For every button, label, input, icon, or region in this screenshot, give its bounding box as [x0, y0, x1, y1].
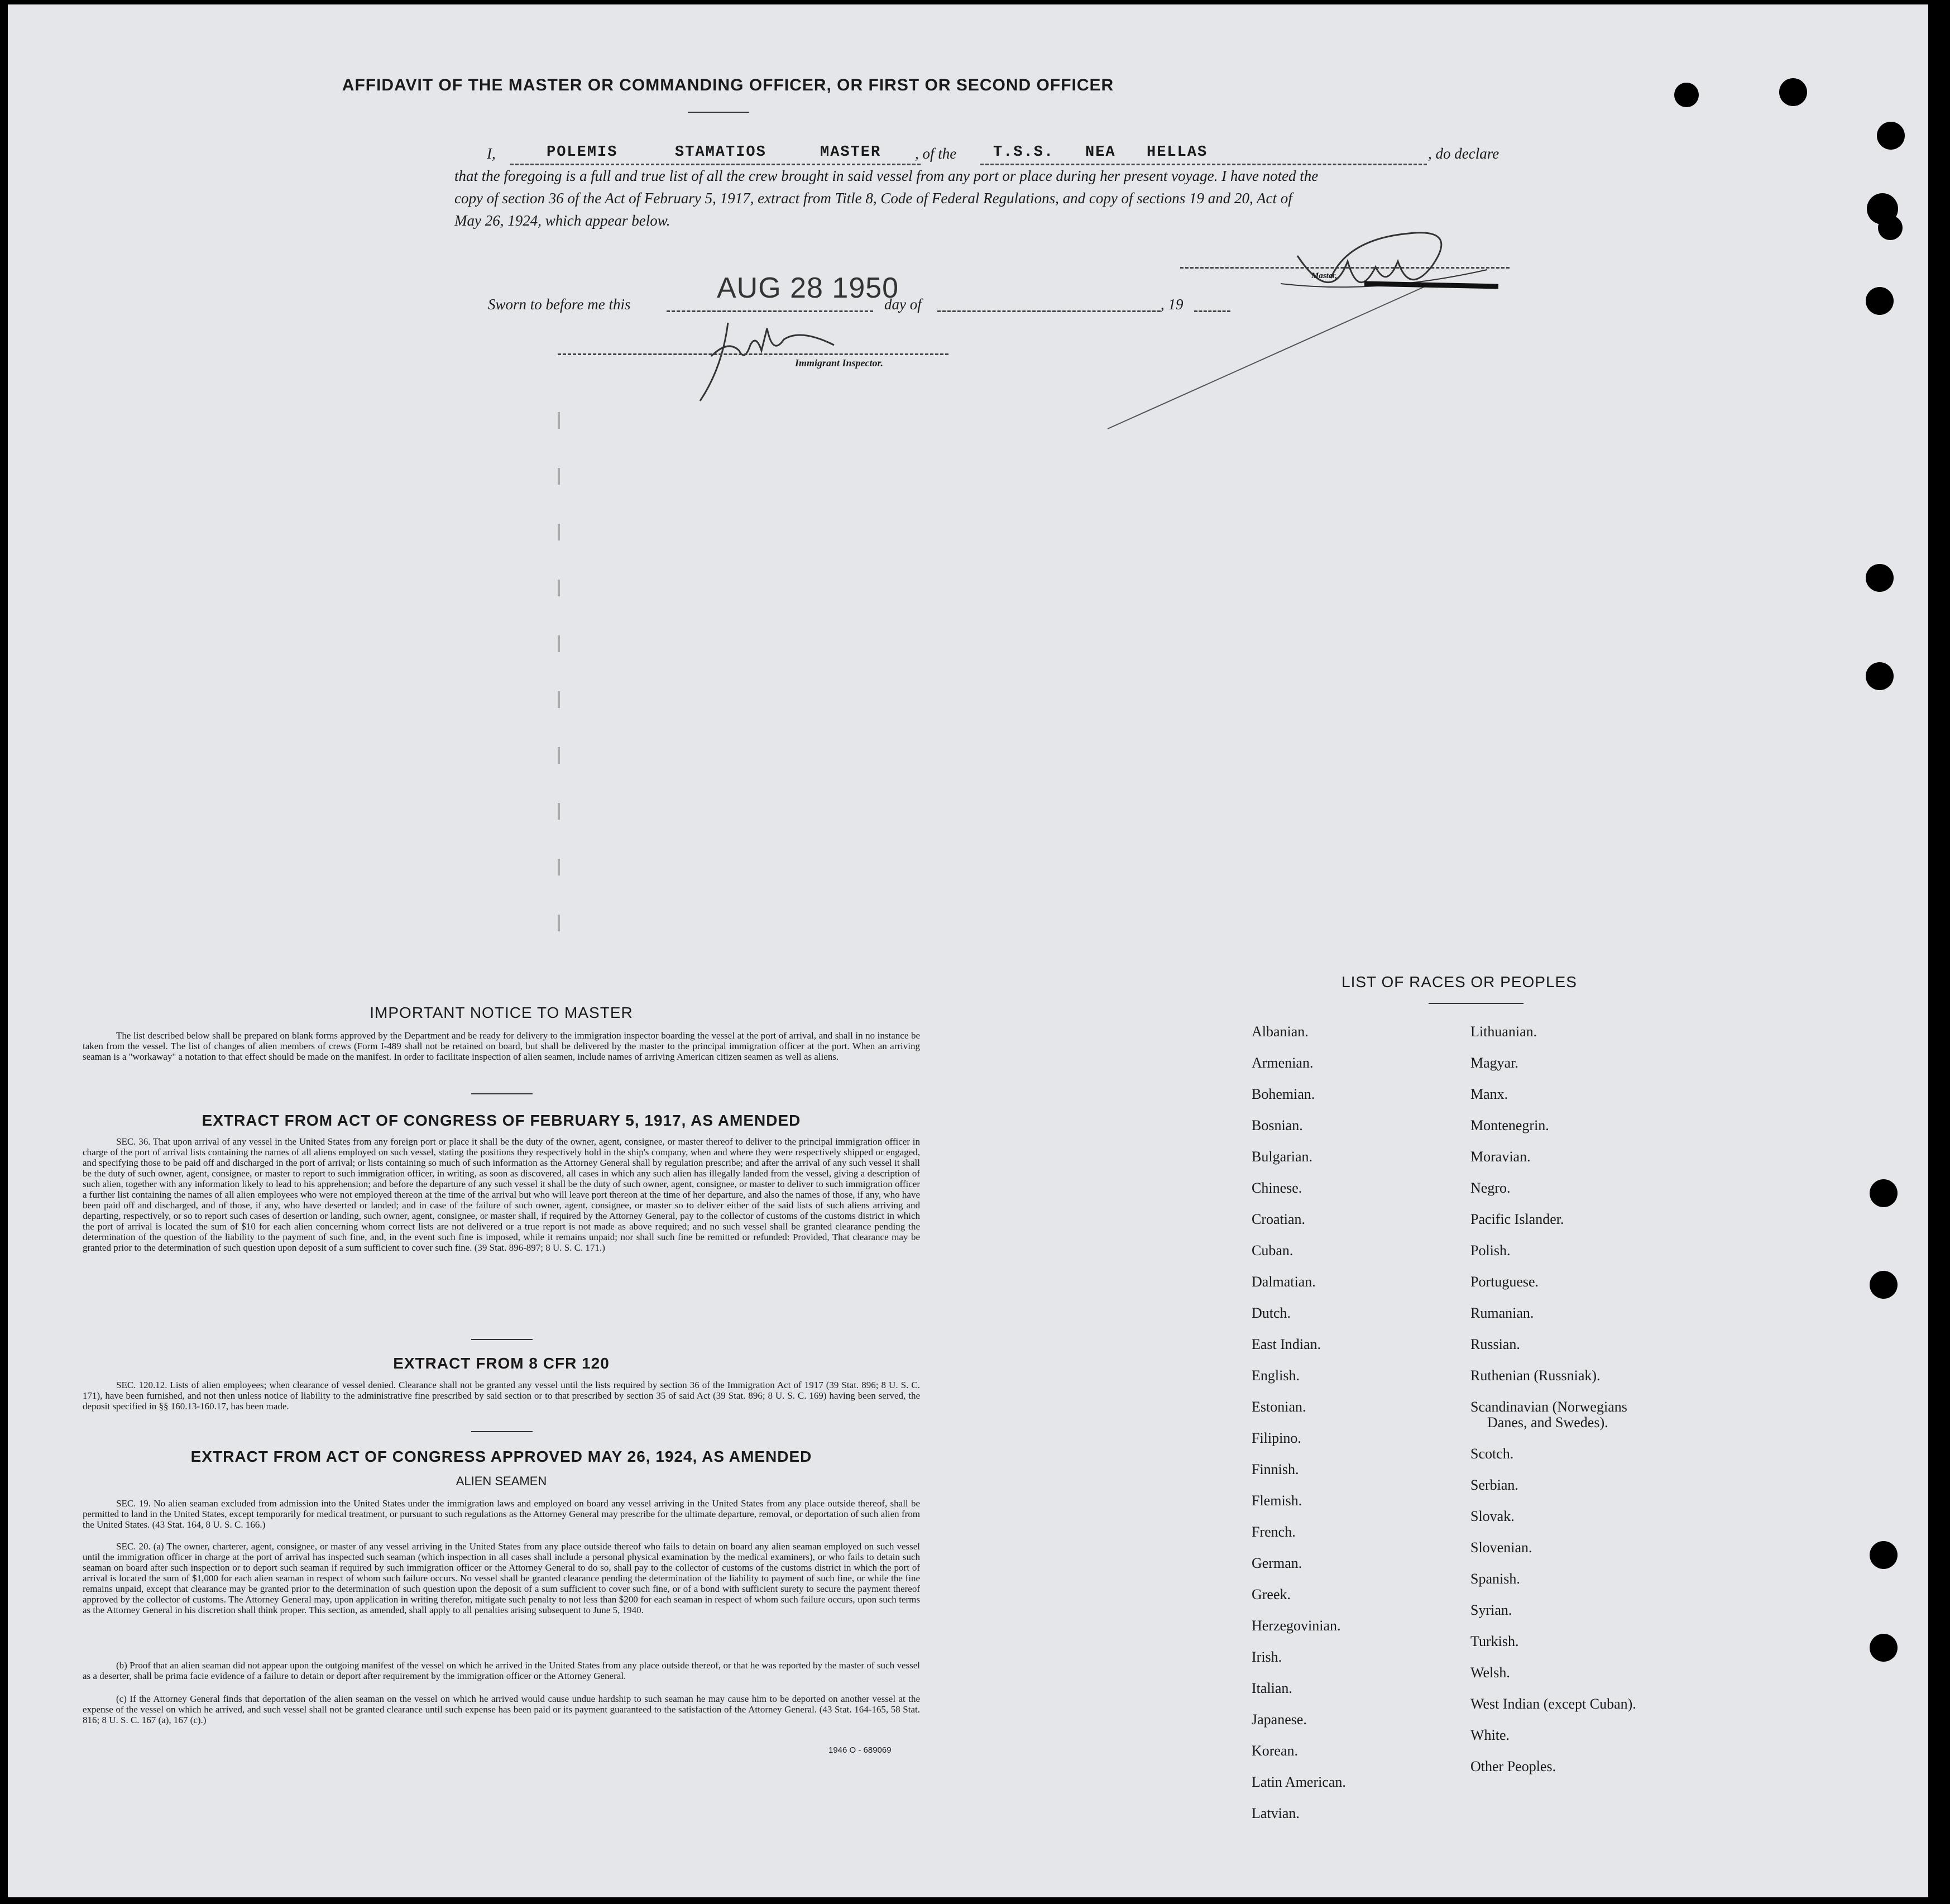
race-item: Ruthenian (Russniak).: [1470, 1367, 1601, 1384]
race-item: Portuguese.: [1470, 1274, 1539, 1290]
race-item: Croatian.: [1252, 1211, 1306, 1227]
affidavit-line-2: that the foregoing is a full and true list of all the crew brought in said vessel from any port or place during her present voyage. I have noted the: [454, 168, 1319, 184]
vessel-prefix: T.S.S.: [993, 144, 1055, 161]
race-item: Bosnian.: [1252, 1117, 1303, 1133]
vessel-name-2: HELLAS: [1147, 144, 1208, 161]
extract-1917-title: EXTRACT FROM ACT OF CONGRESS OF FEBRUARY 5, 1917, AS AMENDED: [202, 1112, 801, 1129]
race-item: Italian.: [1252, 1680, 1292, 1696]
race-item: Scandinavian (Norwegians: [1470, 1399, 1627, 1415]
punch-hole: [1866, 564, 1894, 592]
master-first-name: POLEMIS: [547, 144, 618, 161]
master-rank: MASTER: [820, 144, 881, 161]
year-label: , 19: [1161, 296, 1184, 313]
race-item: Bulgarian.: [1252, 1149, 1313, 1165]
race-item: Other Peoples.: [1470, 1758, 1556, 1774]
extract-1917-text: SEC. 36. That upon arrival of any vessel in the United States from any foreign port or place it shall be the duty of the owner, agent, consignee, or master thereof to deliver to the principal immigration officer in charge of the port of arrival lists containing the names of all aliens employed on such vessel, stating the positions they respectively hold in the ship's company, when and where they were respectively shipped or engaged, and specifying those to be paid off and discharged in the port of arrival; or lists containing so much of such information as the Attorney General shall by regulation prescribe; and after the arrival of any such vessel it shall be the duty of such owner, agent, consignee, or master to report to such immigration officer, in writing, as soon as discovered, all cases in which any such alien has illegally landed from the vessel, giving a description of such alien, together with any information likely to lead to his apprehension; and before the departure of any such vessel it shall be the duty of such owner, agent, consignee, or master to deliver to such immigration officer a further list containing the names of all alien employees who were not employed thereon at the time of the arrival but who will leave port thereon at the time of her departure, and also the names of those, if any, who have been paid off and discharged, and of those, if any, who have deserted or landed; and in case of the failure of such owner, agent, consignee, or master so to deliver either of the said lists of such aliens arriving and departing, respectively, or so to report such cases of desertion or landing, such owner, agent, consignee, or master shall, if required by the Attorney General, pay to the collector of customs of the customs district in which the port of arrival is located the sum of $10 for each alien concerning whom correct lists are not delivered or a true report is not made as above required; and no such vessel shall be granted clearance pending the determination of the question of the liability to the payment of such fine, and, in the event such fine is imposed, while it remains unpaid; nor shall such fine be remitted or refunded: Provided, That clearance may be granted prior to the determination of such question upon deposit of a sum sufficient to cover such fine. (39 Stat. 896-897; 8 U. S. C. 171.): [83, 1136, 920, 1253]
master-last-name: STAMATIOS: [675, 144, 766, 161]
punch-hole: [1870, 1271, 1898, 1299]
divider-1: [471, 1093, 533, 1094]
notice-title: IMPORTANT NOTICE TO MASTER: [370, 1004, 633, 1021]
punch-hole: [1870, 1634, 1898, 1662]
affidavit-line-3: copy of section 36 of the Act of February 5, 1917, extract from Title 8, Code of Federal Regulations, and copy of sections 19 and 20, Act of: [454, 190, 1292, 207]
sworn-label: Sworn to before me this: [488, 296, 631, 313]
race-item: Albanian.: [1252, 1023, 1309, 1040]
race-item: Korean.: [1252, 1743, 1299, 1759]
master-signature: [1096, 217, 1521, 434]
punch-hole: [1870, 1179, 1898, 1207]
race-item: Negro.: [1470, 1180, 1511, 1196]
day-of-label: day of: [884, 296, 922, 313]
extract-cfr-text: SEC. 120.12. Lists of alien employees; when clearance of vessel denied. Clearance shall not be granted any vessel until the lists required by section 36 of the Immigration Act of 1917 (39 Stat. 896; 8 U. S. C. 171), have been furnished, and not then unless notice of liability to the administrative fine prescribed by said section or to that prescribed by section 35 of said Act (39 Stat. 896; 8 U. S. C. 169) having been served, the deposit specified in §§ 160.13-160.17, has been made.: [83, 1380, 920, 1412]
sec-20c-text: (c) If the Attorney General finds that deportation of the alien seaman on the vessel on which he arrived would cause undue hardship to such seaman he may cause him to be deported on another vessel at the expense of the vessel on which he arrived, and such vessel shall not be granted clearance until such expense has been paid or its payment guaranteed to the satisfaction of the Attorney General. (43 Stat. 164-165, 58 Stat. 816; 8 U. S. C. 167 (a), 167 (c).): [83, 1693, 920, 1725]
race-item: Lithuanian.: [1470, 1023, 1537, 1040]
divider-2: [471, 1339, 533, 1340]
punch-hole: [1674, 83, 1699, 107]
race-item: Russian.: [1470, 1336, 1520, 1352]
sec-20a-text: SEC. 20. (a) The owner, charterer, agent, consignee, or master of any vessel arriving in the United States from any place outside thereof who fails to detain on board any alien seaman employed on such vessel until the immigration officer in charge at the port of arrival has inspected such seaman (which inspection in all cases shall include a personal physical examination by the medical examiners), or who fails to detain such seaman on board after such inspection or to deport such seaman if required by such immigration officer or the Attorney General to do so, shall pay to the collector of customs of the customs district in which the port of arrival is located the sum of $1,000 for each alien seaman in respect of whom such failure occurs. No vessel shall be granted clearance pending the determination of the liability to payment of such fine, or while the fine remains unpaid, except that clearance may be granted prior to the determination of such question upon the deposit of a sum sufficient to cover such fine, or of a bond with sufficient surety to secure the payment thereof approved by the collector of customs. The Attorney General may, upon application in writing therefor, mitigate such penalty to not less than $200 for each seaman in respect of whom such failure occurs, upon such terms as the Attorney General in his discretion shall think proper. This section, as amended, shall apply to all penalties arising subsequent to June 5, 1940.: [83, 1541, 920, 1615]
race-item: Serbian.: [1470, 1477, 1518, 1493]
race-item: Filipino.: [1252, 1430, 1301, 1446]
punch-hole: [1779, 78, 1807, 106]
punch-hole: [1870, 1541, 1898, 1569]
races-column-2: [1470, 1023, 1761, 1790]
race-item: Greek.: [1252, 1586, 1291, 1602]
race-item: Latin American.: [1252, 1774, 1346, 1790]
year-line: [1194, 310, 1230, 312]
race-item: Herzegovinian.: [1252, 1618, 1341, 1634]
print-code: 1946 O - 689069: [828, 1745, 892, 1755]
of-the-label: , of the: [915, 145, 957, 162]
race-item: Cuban.: [1252, 1242, 1293, 1259]
punch-hole: [1877, 122, 1905, 150]
do-declare-label: , do declare: [1428, 145, 1499, 162]
race-item: Scotch.: [1470, 1446, 1514, 1462]
inspector-signature: [689, 306, 856, 406]
race-item: French.: [1252, 1524, 1296, 1540]
master-label: Master,: [1311, 271, 1338, 280]
race-item: West Indian (except Cuban).: [1470, 1696, 1636, 1712]
margin-dots: [558, 412, 560, 970]
race-item: White.: [1470, 1727, 1510, 1743]
punch-hole: [1866, 662, 1894, 690]
race-item: Danes, and Swedes).: [1487, 1414, 1608, 1431]
race-item: East Indian.: [1252, 1336, 1321, 1352]
vessel-name: NEA: [1085, 144, 1116, 161]
sec-20b-text: (b) Proof that an alien seaman did not appear upon the outgoing manifest of the vessel on which he arrived in the United States from any place outside thereof, or that he was reported by the master of such vessel as a deserter, shall be prima facie evidence of a failure to detain or deport after requirement by the immigration officer or the Attorney General.: [83, 1660, 920, 1681]
races-column-1: [1252, 1023, 1464, 1836]
race-item: Estonian.: [1252, 1399, 1306, 1415]
month-line: [937, 310, 1161, 312]
punch-hole: [1866, 287, 1894, 315]
document-page: [8, 4, 1928, 1897]
race-item: Montenegrin.: [1470, 1117, 1549, 1133]
race-item: Armenian.: [1252, 1055, 1314, 1071]
title-underline: [688, 112, 749, 113]
race-item: Latvian.: [1252, 1805, 1300, 1821]
extract-cfr-title: EXTRACT FROM 8 CFR 120: [393, 1355, 610, 1372]
punch-hole: [1878, 216, 1903, 240]
name-line: [510, 164, 921, 165]
sec-19-text: SEC. 19. No alien seaman excluded from admission into the United States under the immigration laws and employed on board any vessel arriving in the United States from any place outside thereof, shall be permitted to land in the United States, except temporarily for medical treatment, or pursuant to such regulations as the Attorney General may prescribe for the ultimate departure, removal, or deportation of such alien from the United States. (43 Stat. 164, 8 U. S. C. 166.): [83, 1498, 920, 1530]
extract-1924-title: EXTRACT FROM ACT OF CONGRESS APPROVED MAY 26, 1924, AS AMENDED: [190, 1448, 812, 1465]
divider-3: [471, 1431, 533, 1432]
race-item: Polish.: [1470, 1242, 1511, 1259]
race-item: Magyar.: [1470, 1055, 1518, 1071]
race-item: Slovak.: [1470, 1508, 1515, 1524]
race-item: Pacific Islander.: [1470, 1211, 1564, 1227]
race-item: Rumanian.: [1470, 1305, 1534, 1321]
race-item: Japanese.: [1252, 1711, 1307, 1728]
race-item: Bohemian.: [1252, 1086, 1315, 1102]
races-title: LIST OF RACES OR PEOPLES: [1341, 973, 1577, 991]
race-item: English.: [1252, 1367, 1300, 1384]
inspector-label: Immigrant Inspector.: [795, 357, 884, 369]
race-item: Welsh.: [1470, 1664, 1510, 1681]
race-item: German.: [1252, 1555, 1302, 1571]
race-item: Manx.: [1470, 1086, 1508, 1102]
race-item: Chinese.: [1252, 1180, 1302, 1196]
race-item: Flemish.: [1252, 1492, 1302, 1509]
race-item: Dalmatian.: [1252, 1274, 1316, 1290]
alien-seamen-subtitle: ALIEN SEAMEN: [456, 1474, 547, 1488]
notice-text: The list described below shall be prepared on blank forms approved by the Department and be ready for delivery to the immigration inspector boarding the vessel at the port of arrival, and shall in no instance be taken from the vessel. The list of changes of alien members of crews (Form I-489 shall not be retained on board, but shall be delivered by the master to the principal immigration officer at the port. When an arriving seaman is a "workaway" a notation to that effect should be made on the manifest. In order to facilitate inspection of alien seamen, include names of arriving American citizen seamen as well as aliens.: [83, 1030, 920, 1062]
i-label: I,: [487, 145, 496, 162]
date-stamp: AUG 28 1950: [717, 272, 899, 304]
race-item: Syrian.: [1470, 1602, 1512, 1618]
race-item: Slovenian.: [1470, 1539, 1532, 1556]
race-item: Spanish.: [1470, 1571, 1520, 1587]
affidavit-title: AFFIDAVIT OF THE MASTER OR COMMANDING OFFICER, OR FIRST OR SECOND OFFICER: [342, 76, 1114, 94]
race-item: Dutch.: [1252, 1305, 1291, 1321]
vessel-line: [980, 164, 1427, 165]
race-item: Turkish.: [1470, 1633, 1519, 1649]
race-item: Irish.: [1252, 1649, 1282, 1665]
race-item: Moravian.: [1470, 1149, 1531, 1165]
race-item: Finnish.: [1252, 1461, 1299, 1477]
affidavit-line-4: May 26, 1924, which appear below.: [454, 212, 670, 229]
races-divider: [1429, 1003, 1523, 1004]
inspector-signature-line: [558, 353, 948, 355]
